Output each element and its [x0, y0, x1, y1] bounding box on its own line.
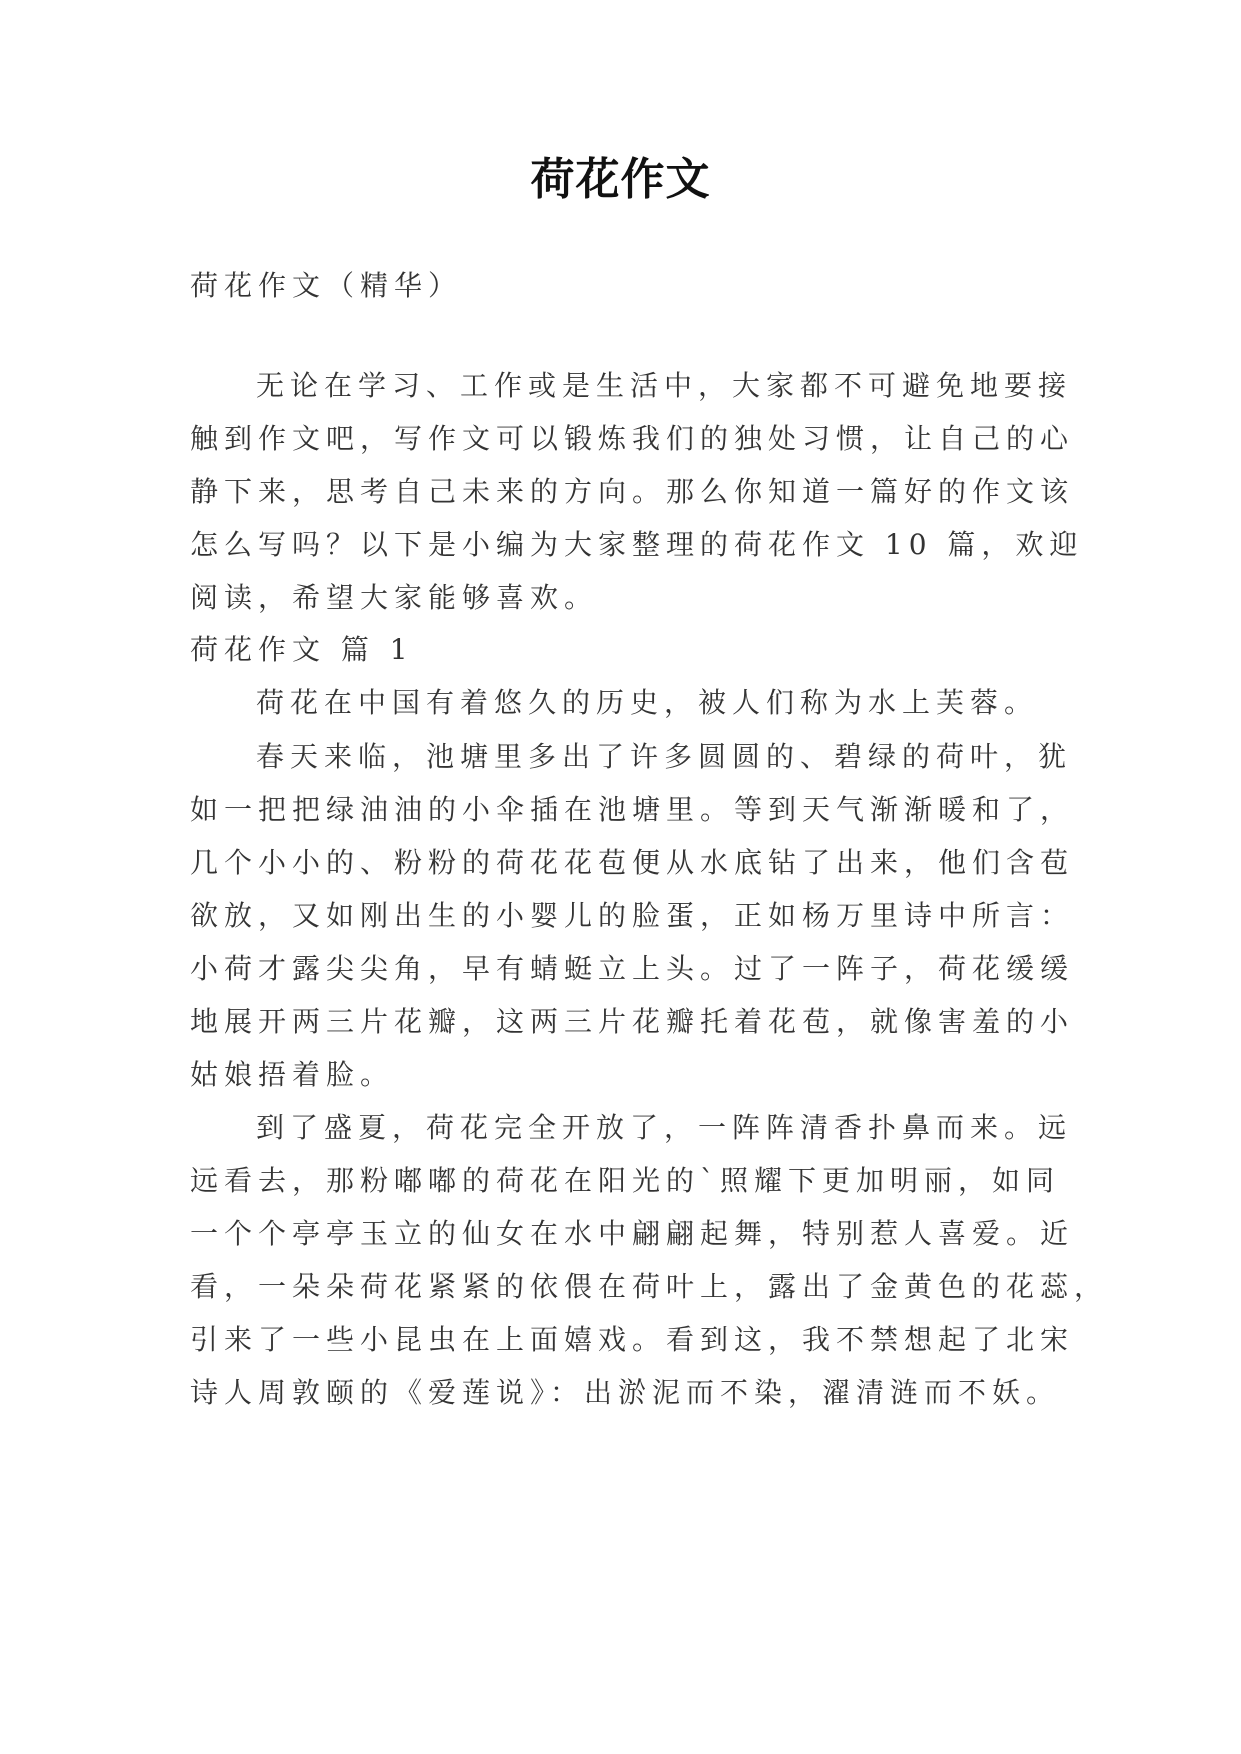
document-subtitle: 荷花作文（精华） [190, 269, 463, 302]
paragraph-line: 诗人周敦颐的《爱莲说》：出淤泥而不染，濯清涟而不妖。 [190, 1376, 1061, 1409]
paragraph-line: 姑娘捂着脸。 [190, 1058, 395, 1091]
paragraph-line: 春天来临，池塘里多出了许多圆圆的、碧绿的荷叶，犹 [256, 740, 1073, 773]
paragraph-line: 荷花在中国有着悠久的历史，被人们称为水上芙蓉。 [256, 686, 1039, 719]
intro-line: 触到作文吧，写作文可以锻炼我们的独处习惯，让自己的心 [190, 422, 1075, 455]
paragraph-line: 几个小小的、粉粉的荷花花苞便从水底钻了出来，他们含苞 [190, 846, 1075, 879]
paragraph-line: 地展开两三片花瓣，这两三片花瓣托着花苞，就像害羞的小 [190, 1005, 1075, 1038]
intro-line: 静下来，思考自己未来的方向。那么你知道一篇好的作文该 [190, 475, 1075, 508]
paragraph-line: 小荷才露尖尖角，早有蜻蜓立上头。过了一阵子，荷花缓缓 [190, 952, 1075, 985]
paragraph-line: 到了盛夏，荷花完全开放了，一阵阵清香扑鼻而来。远 [256, 1111, 1073, 1144]
intro-line: 无论在学习、工作或是生活中，大家都不可避免地要接 [256, 369, 1073, 402]
document-title: 荷花作文 [530, 154, 711, 205]
paragraph-line: 看，一朵朵荷花紧紧的依偎在荷叶上，露出了金黄色的花蕊， [190, 1270, 1109, 1303]
paragraph-line: 一个个亭亭玉立的仙女在水中翩翩起舞，特别惹人喜爱。近 [190, 1217, 1075, 1250]
paragraph-line: 如一把把绿油油的小伞插在池塘里。等到天气渐渐暖和了， [190, 793, 1075, 826]
paragraph-line: 引来了一些小昆虫在上面嬉戏。看到这，我不禁想起了北宋 [190, 1323, 1075, 1356]
section-heading: 荷花作文 篇 1 [190, 633, 414, 666]
paragraph-line: 欲放，又如刚出生的小婴儿的脸蛋，正如杨万里诗中所言： [190, 899, 1075, 932]
intro-line: 阅读，希望大家能够喜欢。 [190, 581, 599, 614]
paragraph-line: 远看去，那粉嘟嘟的荷花在阳光的`照耀下更加明丽，如同 [190, 1164, 1061, 1197]
intro-line: 怎么写吗？以下是小编为大家整理的荷花作文 10 篇，欢迎 [190, 528, 1084, 561]
